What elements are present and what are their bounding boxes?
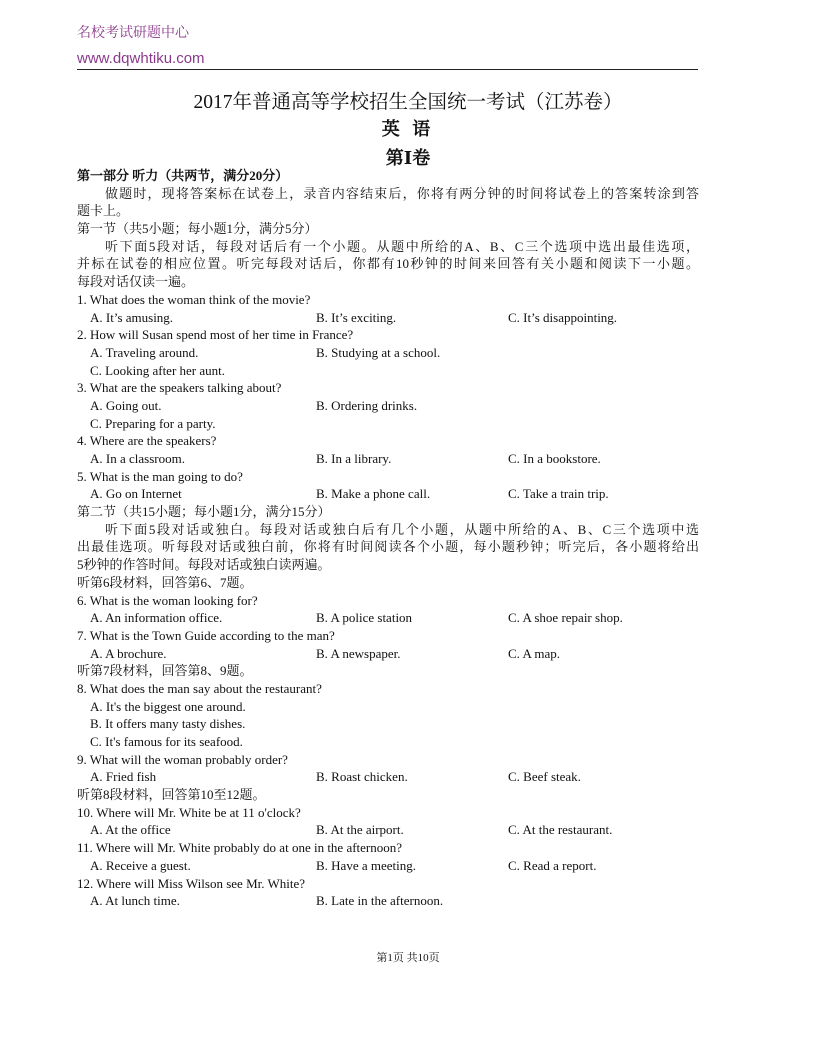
instruction-line: 听下面5段对话，每段对话后有一个小题。从题中所给的A、B、C三个选项中选出最佳选项，: [105, 238, 699, 254]
option-b: B. It’s exciting.: [316, 309, 397, 325]
instruction-line: 题卡上。: [77, 203, 130, 219]
page-number: 第1页 共10页: [376, 952, 440, 964]
options-row: [77, 485, 699, 503]
option-c: C. At the restaurant.: [508, 822, 613, 838]
part1-heading: 第一部分 听力（共两节，满分20分）: [77, 168, 289, 183]
material-label: 听第6段材料，回答第6、7题。: [77, 574, 253, 590]
options-row: [77, 645, 699, 663]
instruction-line: 并标在试卷的相应位置。听完每段对话后，你都有10秒钟的时间来回答有关小题和阅读下一小题。: [77, 256, 699, 272]
options-row: [77, 609, 699, 627]
exam-subject: 英 语: [381, 119, 435, 139]
option-c: C. It’s disappointing.: [508, 309, 618, 325]
option-c: C. A shoe repair shop.: [508, 610, 623, 626]
instruction-line: 出最佳选项。听每段对话或独白前，你将有时间阅读各个小题，每小题秒钟；听完后，各小题将给出: [77, 539, 699, 555]
instruction-line: 5秒钟的作答时间。每段对话或独白读两遍。: [77, 557, 331, 573]
option-b: B. Have a meeting.: [316, 857, 416, 873]
option-c: C. In a bookstore.: [508, 451, 601, 466]
material-label: 听第8段材料，回答第10至12题。: [77, 787, 266, 803]
option-a: A. Fried fish: [90, 769, 157, 785]
options-row: [77, 892, 699, 910]
option-b: B. At the airport.: [316, 822, 404, 838]
question-9: 9. What will the woman probably order?: [77, 751, 288, 767]
option-b: B. Studying at a school.: [316, 344, 441, 360]
question-7: 7. What is the Town Guide according to the man?: [77, 627, 335, 643]
options-row: [77, 362, 699, 380]
option-a: A. Go on Internet: [90, 486, 182, 502]
question-11: 11. Where will Mr. White probably do at one in the afternoon?: [77, 840, 403, 856]
site-name: 名校考试研题中心: [77, 25, 189, 41]
options-row: [77, 715, 699, 733]
options-row: [77, 309, 699, 327]
option-a: A. At the office: [90, 822, 171, 838]
option-c: C. Beef steak.: [508, 769, 581, 785]
exam-volume: 第Ⅰ卷: [385, 148, 431, 168]
option-a: A. A brochure.: [90, 645, 167, 661]
option-a: A. In a classroom.: [90, 451, 185, 466]
option-c: C. Take a train trip.: [508, 486, 609, 502]
option-c: C. Looking after her aunt.: [90, 362, 226, 378]
option-b: B. A newspaper.: [316, 645, 401, 661]
option-a: A. At lunch time.: [90, 893, 180, 909]
option-b: B. Late in the afternoon.: [316, 893, 444, 909]
options-row: [77, 768, 699, 786]
option-b: B. It offers many tasty dishes.: [90, 716, 246, 732]
option-b: B. Ordering drinks.: [316, 397, 418, 413]
options-row: [77, 821, 699, 839]
material-label: 听第7段材料，回答第8、9题。: [77, 663, 253, 679]
question-5: 5. What is the man going to do?: [77, 468, 243, 484]
header-divider: [77, 69, 698, 70]
options-row: [77, 733, 699, 751]
option-a: A. It's the biggest one around.: [90, 698, 246, 714]
options-row: [77, 857, 699, 875]
instruction-line: 做题时，现将答案标在试卷上，录音内容结束后，你将有两分钟的时间将试卷上的答案转涂到答: [105, 185, 699, 201]
question-1: 1. What does the woman think of the movie?: [77, 291, 311, 307]
site-url[interactable]: www.dqwhtiku.com: [77, 50, 205, 67]
exam-title: 2017年普通高等学校招生全国统一考试（江苏卷）: [193, 92, 623, 113]
option-b: B. Make a phone call.: [316, 486, 431, 502]
instruction-line: 每段对话仅读一遍。: [77, 274, 195, 290]
option-a: A. An information office.: [90, 610, 223, 626]
option-a: A. It’s amusing.: [90, 309, 174, 325]
options-row: [77, 698, 699, 716]
options-row: [77, 397, 699, 415]
section1-heading: 第一节（共5小题；每小题1分，满分5分）: [77, 221, 318, 237]
question-3: 3. What are the speakers talking about?: [77, 380, 282, 396]
question-10: 10. Where will Mr. White be at 11 o'clock?: [77, 804, 301, 820]
options-row: [77, 415, 699, 433]
option-b: B. In a library.: [316, 451, 392, 466]
options-row: [77, 450, 699, 468]
option-a: A. Receive a guest.: [90, 857, 191, 873]
question-2: 2. How will Susan spend most of her time in France?: [77, 327, 354, 343]
option-a: A. Going out.: [90, 397, 162, 413]
option-b: B. A police station: [316, 610, 413, 626]
question-8: 8. What does the man say about the restaurant?: [77, 680, 322, 696]
option-b: B. Roast chicken.: [316, 769, 408, 785]
option-c: C. Preparing for a party.: [90, 415, 216, 431]
instruction-line: 听下面5段对话或独白。每段对话或独白后有几个小题，从题中所给的A、B、C三个选项中选: [105, 521, 699, 537]
exam-content: [77, 167, 699, 910]
option-c: C. A map.: [508, 645, 561, 661]
section2-heading: 第二节（共15小题；每小题1分，满分15分）: [77, 504, 331, 520]
question-6: 6. What is the woman looking for?: [77, 592, 258, 608]
question-12: 12. Where will Miss Wilson see Mr. White?: [77, 875, 306, 891]
option-c: C. It's famous for its seafood.: [90, 734, 243, 749]
option-c: C. Read a report.: [508, 857, 597, 873]
options-row: [77, 344, 699, 362]
question-4: 4. Where are the speakers?: [77, 433, 217, 449]
option-a: A. Traveling around.: [90, 344, 199, 360]
